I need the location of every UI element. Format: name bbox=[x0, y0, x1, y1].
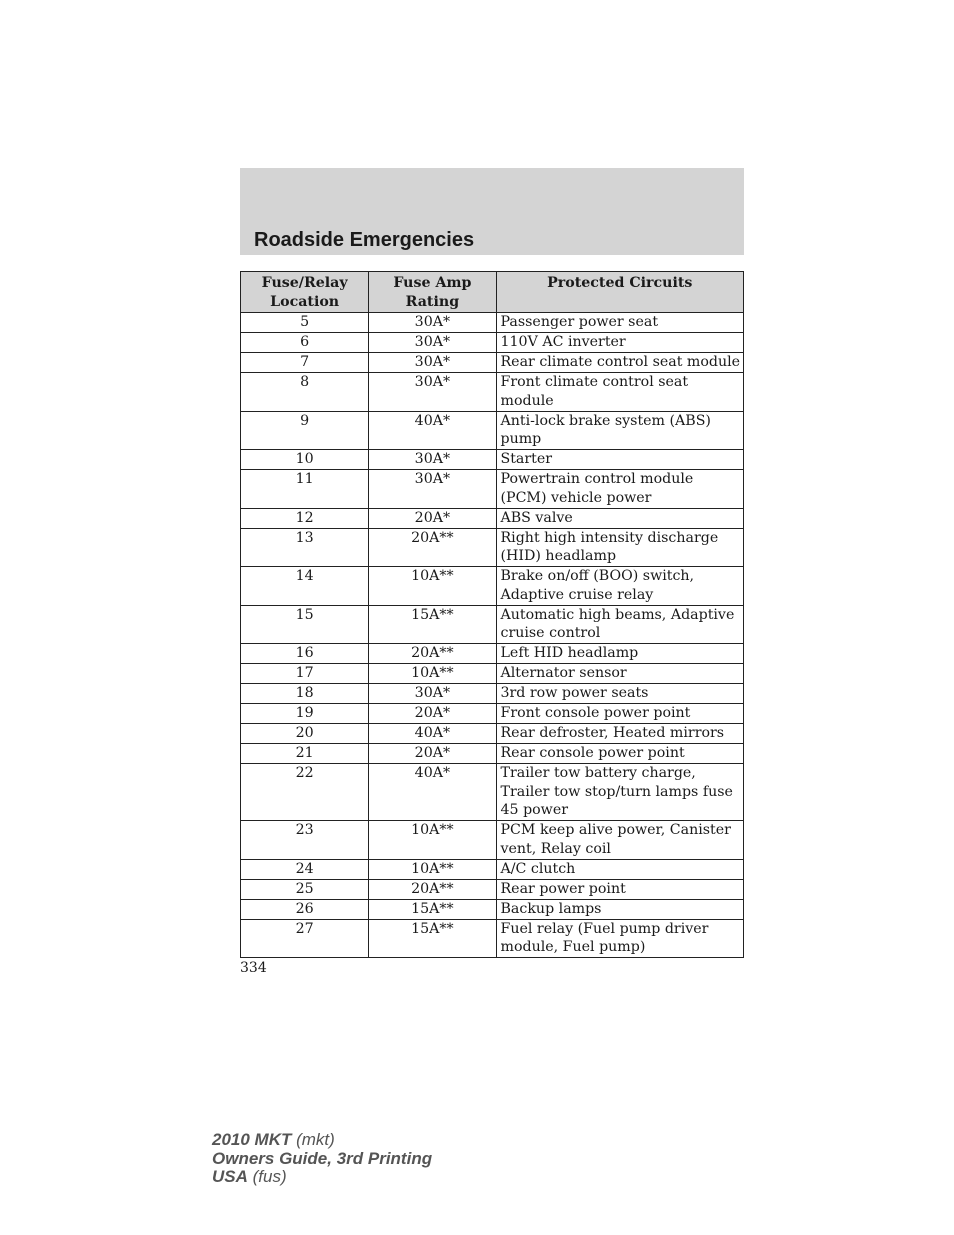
table-row bbox=[241, 704, 744, 724]
fuse-amp-cell: 20A** bbox=[369, 879, 496, 899]
table-header-row bbox=[241, 272, 744, 313]
fuse-amp-cell: 40A* bbox=[369, 411, 496, 450]
table-row bbox=[241, 470, 744, 509]
footer-model: 2010 MKT bbox=[212, 1130, 292, 1149]
header-location-line1: Fuse/Relay bbox=[261, 275, 348, 291]
protected-circuit-cell: A/C clutch bbox=[496, 859, 744, 879]
fuse-location-cell: 17 bbox=[241, 664, 369, 684]
protected-circuit-cell: 3rd row power seats bbox=[496, 684, 744, 704]
fuse-amp-cell: 20A** bbox=[369, 644, 496, 664]
fuse-amp-cell: 15A** bbox=[369, 919, 496, 958]
table-row bbox=[241, 450, 744, 470]
table-body bbox=[241, 313, 744, 958]
fuse-location-cell: 13 bbox=[241, 528, 369, 567]
fuse-location-cell: 21 bbox=[241, 744, 369, 764]
table-row bbox=[241, 879, 744, 899]
fuse-amp-cell: 40A* bbox=[369, 724, 496, 744]
fuse-location-cell: 8 bbox=[241, 373, 369, 412]
table-row bbox=[241, 508, 744, 528]
fuse-location-cell: 26 bbox=[241, 899, 369, 919]
footer-guide: Owners Guide, 3rd Printing bbox=[212, 1148, 433, 1168]
fuse-amp-cell: 30A* bbox=[369, 353, 496, 373]
fuse-amp-cell: 15A** bbox=[369, 899, 496, 919]
fuse-location-cell: 10 bbox=[241, 450, 369, 470]
protected-circuit-cell: Brake on/off (BOO) switch, Adaptive cruise relay bbox=[496, 567, 744, 606]
table-row bbox=[241, 528, 744, 567]
protected-circuit-cell: Right high intensity discharge (HID) headlamp bbox=[496, 528, 744, 567]
protected-circuit-cell: Backup lamps bbox=[496, 899, 744, 919]
fuse-amp-cell: 30A* bbox=[369, 470, 496, 509]
table-row bbox=[241, 664, 744, 684]
fuse-amp-cell: 10A** bbox=[369, 821, 496, 860]
fuse-table bbox=[240, 271, 744, 958]
fuse-location-cell: 22 bbox=[241, 764, 369, 821]
fuse-amp-cell: 15A** bbox=[369, 605, 496, 644]
section-title: Roadside Emergencies bbox=[254, 229, 475, 251]
table-row bbox=[241, 764, 744, 821]
protected-circuit-cell: Trailer tow battery charge, Trailer tow stop/turn lamps fuse 45 power bbox=[496, 764, 744, 821]
protected-circuit-cell: Rear climate control seat module bbox=[496, 353, 744, 373]
footer-model-code: (mkt) bbox=[296, 1130, 335, 1149]
fuse-amp-cell: 20A* bbox=[369, 508, 496, 528]
header-amp-line1: Fuse Amp bbox=[393, 275, 472, 291]
protected-circuit-cell: Passenger power seat bbox=[496, 313, 744, 333]
fuse-location-cell: 23 bbox=[241, 821, 369, 860]
fuse-location-cell: 24 bbox=[241, 859, 369, 879]
header-protected-circuits bbox=[496, 272, 744, 313]
fuse-location-cell: 14 bbox=[241, 567, 369, 606]
footer-market-code: (fus) bbox=[252, 1167, 287, 1186]
fuse-amp-cell: 30A* bbox=[369, 313, 496, 333]
table-row bbox=[241, 373, 744, 412]
protected-circuit-cell: Rear defroster, Heated mirrors bbox=[496, 724, 744, 744]
fuse-location-cell: 16 bbox=[241, 644, 369, 664]
header-location-line2: Location bbox=[270, 293, 340, 310]
header-fuse-amp-rating bbox=[369, 272, 496, 313]
protected-circuit-cell: Starter bbox=[496, 450, 744, 470]
table-row bbox=[241, 899, 744, 919]
fuse-amp-cell: 10A** bbox=[369, 664, 496, 684]
fuse-location-cell: 20 bbox=[241, 724, 369, 744]
footer bbox=[212, 1131, 432, 1187]
fuse-location-cell: 11 bbox=[241, 470, 369, 509]
fuse-amp-cell: 30A* bbox=[369, 450, 496, 470]
protected-circuit-cell: Fuel relay (Fuel pump driver module, Fuel pump) bbox=[496, 919, 744, 958]
table-row bbox=[241, 605, 744, 644]
fuse-location-cell: 25 bbox=[241, 879, 369, 899]
protected-circuit-cell: Anti-lock brake system (ABS) pump bbox=[496, 411, 744, 450]
fuse-amp-cell: 10A** bbox=[369, 567, 496, 606]
table-row bbox=[241, 744, 744, 764]
fuse-location-cell: 18 bbox=[241, 684, 369, 704]
fuse-amp-cell: 30A* bbox=[369, 333, 496, 353]
fuse-amp-cell: 30A* bbox=[369, 684, 496, 704]
fuse-amp-cell: 10A** bbox=[369, 859, 496, 879]
table-row bbox=[241, 859, 744, 879]
section-header-band bbox=[240, 168, 744, 255]
table-row bbox=[241, 919, 744, 958]
page-number: 334 bbox=[240, 960, 267, 976]
protected-circuit-cell: ABS valve bbox=[496, 508, 744, 528]
fuse-location-cell: 27 bbox=[241, 919, 369, 958]
table-row bbox=[241, 724, 744, 744]
table-row bbox=[241, 644, 744, 664]
fuse-location-cell: 9 bbox=[241, 411, 369, 450]
table-row bbox=[241, 821, 744, 860]
protected-circuit-cell: Front console power point bbox=[496, 704, 744, 724]
table-row bbox=[241, 333, 744, 353]
fuse-amp-cell: 20A* bbox=[369, 744, 496, 764]
protected-circuit-cell: Rear console power point bbox=[496, 744, 744, 764]
fuse-amp-cell: 40A* bbox=[369, 764, 496, 821]
protected-circuit-cell: Powertrain control module (PCM) vehicle power bbox=[496, 470, 744, 509]
fuse-amp-cell: 20A* bbox=[369, 704, 496, 724]
table-row bbox=[241, 313, 744, 333]
table-row bbox=[241, 411, 744, 450]
fuse-location-cell: 15 bbox=[241, 605, 369, 644]
header-circuits-label: Protected Circuits bbox=[547, 275, 693, 291]
fuse-location-cell: 6 bbox=[241, 333, 369, 353]
header-amp-line2: Rating bbox=[405, 293, 460, 310]
table-row bbox=[241, 684, 744, 704]
protected-circuit-cell: Automatic high beams, Adaptive cruise control bbox=[496, 605, 744, 644]
fuse-location-cell: 7 bbox=[241, 353, 369, 373]
protected-circuit-cell: Front climate control seat module bbox=[496, 373, 744, 412]
protected-circuit-cell: Left HID headlamp bbox=[496, 644, 744, 664]
fuse-location-cell: 5 bbox=[241, 313, 369, 333]
table-row bbox=[241, 353, 744, 373]
fuse-amp-cell: 30A* bbox=[369, 373, 496, 412]
protected-circuit-cell: 110V AC inverter bbox=[496, 333, 744, 353]
footer-market: USA bbox=[212, 1167, 248, 1186]
protected-circuit-cell: PCM keep alive power, Canister vent, Relay coil bbox=[496, 821, 744, 860]
fuse-location-cell: 12 bbox=[241, 508, 369, 528]
header-fuse-relay-location bbox=[241, 272, 369, 313]
fuse-amp-cell: 20A** bbox=[369, 528, 496, 567]
table-row bbox=[241, 567, 744, 606]
protected-circuit-cell: Rear power point bbox=[496, 879, 744, 899]
protected-circuit-cell: Alternator sensor bbox=[496, 664, 744, 684]
fuse-location-cell: 19 bbox=[241, 704, 369, 724]
